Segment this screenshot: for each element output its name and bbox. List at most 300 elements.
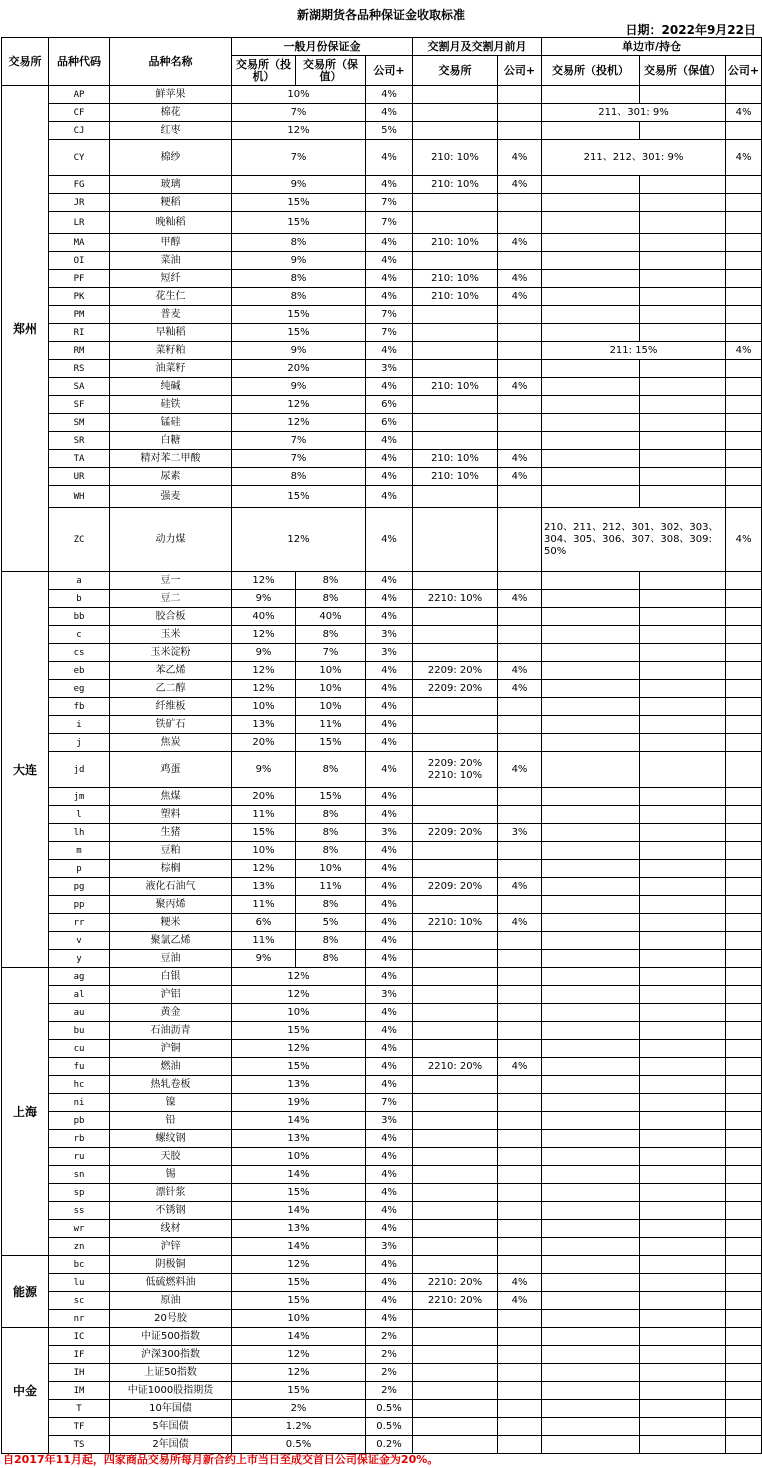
unilateral-hedge-cell xyxy=(640,1220,726,1238)
unilateral-spec-cell xyxy=(542,878,640,896)
general-company-cell: 4% xyxy=(366,1130,413,1148)
delivery-company-cell: 4% xyxy=(498,1292,542,1310)
exchange-cell: 郑州 xyxy=(2,86,49,572)
unilateral-hedge-cell xyxy=(640,486,726,508)
general-margin-cell: 8% xyxy=(232,234,366,252)
delivery-company-cell: 4% xyxy=(498,140,542,176)
page-title: 新湖期货各品种保证金收取标准 xyxy=(296,8,465,22)
table-row xyxy=(2,1040,762,1058)
product-name-cell: 红枣 xyxy=(110,122,232,140)
unilateral-hedge-cell xyxy=(640,252,726,270)
unilateral-spec-cell xyxy=(542,1184,640,1202)
general-company-cell: 4% xyxy=(366,680,413,698)
delivery-margin-cell xyxy=(413,608,498,626)
delivery-margin-cell xyxy=(413,1076,498,1094)
exchange-cell: 大连 xyxy=(2,572,49,968)
delivery-margin-cell: 210: 10% xyxy=(413,270,498,288)
product-name-cell: 鲜苹果 xyxy=(110,86,232,104)
unilateral-spec-cell xyxy=(542,1202,640,1220)
table-row xyxy=(2,1112,762,1130)
delivery-margin-cell xyxy=(413,896,498,914)
product-code-cell: IM xyxy=(49,1382,110,1400)
table-row xyxy=(2,396,762,414)
unilateral-company-cell xyxy=(726,878,762,896)
general-company-cell: 4% xyxy=(366,342,413,360)
product-code-cell: eg xyxy=(49,680,110,698)
general-spec-cell: 9% xyxy=(232,644,296,662)
general-spec-cell: 11% xyxy=(232,806,296,824)
product-name-cell: 热轧卷板 xyxy=(110,1076,232,1094)
unilateral-spec-cell xyxy=(542,734,640,752)
table-row xyxy=(2,1328,762,1346)
product-code-cell: l xyxy=(49,806,110,824)
general-spec-cell: 15% xyxy=(232,824,296,842)
table-row xyxy=(2,252,762,270)
unilateral-hedge-cell xyxy=(640,212,726,234)
product-code-cell: jm xyxy=(49,788,110,806)
unilateral-company-cell xyxy=(726,270,762,288)
product-name-cell: 鸡蛋 xyxy=(110,752,232,788)
general-spec-cell: 20% xyxy=(232,734,296,752)
general-margin-cell: 2% xyxy=(232,1400,366,1418)
unilateral-company-cell xyxy=(726,306,762,324)
unilateral-spec-cell xyxy=(542,486,640,508)
product-name-cell: 沪铜 xyxy=(110,1040,232,1058)
unilateral-spec-cell xyxy=(542,572,640,590)
general-hedge-cell: 5% xyxy=(296,914,366,932)
general-spec-cell: 9% xyxy=(232,950,296,968)
delivery-company-cell xyxy=(498,932,542,950)
unilateral-company-cell xyxy=(726,1364,762,1382)
unilateral-company-cell xyxy=(726,806,762,824)
product-code-cell: TF xyxy=(49,1418,110,1436)
product-code-cell: pp xyxy=(49,896,110,914)
unilateral-company-cell xyxy=(726,1418,762,1436)
delivery-margin-cell: 2209: 20% xyxy=(413,680,498,698)
delivery-company-cell xyxy=(498,1094,542,1112)
delivery-margin-cell xyxy=(413,1166,498,1184)
table-row xyxy=(2,626,762,644)
product-code-cell: PK xyxy=(49,288,110,306)
unilateral-company-cell xyxy=(726,1040,762,1058)
unilateral-spec-cell xyxy=(542,662,640,680)
unilateral-company-cell xyxy=(726,662,762,680)
unilateral-company-cell xyxy=(726,486,762,508)
general-margin-cell: 13% xyxy=(232,1130,366,1148)
delivery-margin-cell xyxy=(413,1364,498,1382)
delivery-company-cell xyxy=(498,1076,542,1094)
unilateral-company-cell xyxy=(726,1184,762,1202)
general-company-cell: 4% xyxy=(366,950,413,968)
general-spec-cell: 9% xyxy=(232,590,296,608)
unilateral-hedge-cell xyxy=(640,950,726,968)
general-company-cell: 4% xyxy=(366,486,413,508)
delivery-margin-cell xyxy=(413,734,498,752)
unilateral-company-cell xyxy=(726,968,762,986)
unilateral-company-cell: 4% xyxy=(726,104,762,122)
unilateral-company-cell xyxy=(726,644,762,662)
unilateral-margin-cell: 211、301: 9% xyxy=(542,104,726,122)
product-code-cell: fu xyxy=(49,1058,110,1076)
general-company-cell: 4% xyxy=(366,1220,413,1238)
table-row xyxy=(2,788,762,806)
delivery-company-cell: 4% xyxy=(498,590,542,608)
general-company-cell: 2% xyxy=(366,1382,413,1400)
delivery-company-cell: 3% xyxy=(498,824,542,842)
margin-table-body xyxy=(2,86,762,1454)
table-row xyxy=(2,360,762,378)
general-margin-cell: 10% xyxy=(232,86,366,104)
general-margin-cell: 0.5% xyxy=(232,1436,366,1454)
product-code-cell: lh xyxy=(49,824,110,842)
unilateral-hedge-cell xyxy=(640,288,726,306)
header-delivery-company: 公司+ xyxy=(498,56,542,86)
product-name-cell: 液化石油气 xyxy=(110,878,232,896)
product-name-cell: 沪铝 xyxy=(110,986,232,1004)
general-company-cell: 3% xyxy=(366,644,413,662)
general-margin-cell: 12% xyxy=(232,968,366,986)
exchange-cell: 能源 xyxy=(2,1256,49,1328)
unilateral-spec-cell xyxy=(542,252,640,270)
product-name-cell: 沪深300指数 xyxy=(110,1346,232,1364)
unilateral-company-cell xyxy=(726,324,762,342)
delivery-company-cell xyxy=(498,122,542,140)
unilateral-hedge-cell xyxy=(640,1040,726,1058)
unilateral-hedge-cell xyxy=(640,932,726,950)
unilateral-spec-cell xyxy=(542,1058,640,1076)
unilateral-company-cell xyxy=(726,986,762,1004)
delivery-company-cell xyxy=(498,1130,542,1148)
unilateral-company-cell xyxy=(726,432,762,450)
unilateral-company-cell xyxy=(726,396,762,414)
unilateral-company-cell xyxy=(726,194,762,212)
unilateral-hedge-cell xyxy=(640,1364,726,1382)
delivery-company-cell xyxy=(498,626,542,644)
unilateral-spec-cell xyxy=(542,932,640,950)
general-company-cell: 4% xyxy=(366,1022,413,1040)
delivery-margin-cell: 210: 10% xyxy=(413,176,498,194)
general-company-cell: 4% xyxy=(366,450,413,468)
general-company-cell: 4% xyxy=(366,508,413,572)
product-name-cell: 花生仁 xyxy=(110,288,232,306)
unilateral-hedge-cell xyxy=(640,752,726,788)
delivery-company-cell xyxy=(498,788,542,806)
table-row xyxy=(2,1364,762,1382)
unilateral-company-cell xyxy=(726,1094,762,1112)
delivery-company-cell: 4% xyxy=(498,176,542,194)
general-margin-cell: 15% xyxy=(232,1058,366,1076)
general-margin-cell: 9% xyxy=(232,378,366,396)
unilateral-company-cell xyxy=(726,378,762,396)
delivery-company-cell xyxy=(498,1400,542,1418)
table-row xyxy=(2,288,762,306)
general-company-cell: 4% xyxy=(366,842,413,860)
general-margin-cell: 15% xyxy=(232,1274,366,1292)
unilateral-hedge-cell xyxy=(640,1310,726,1328)
unilateral-company-cell xyxy=(726,590,762,608)
general-company-cell: 4% xyxy=(366,1004,413,1022)
product-code-cell: PF xyxy=(49,270,110,288)
general-company-cell: 4% xyxy=(366,734,413,752)
delivery-margin-cell xyxy=(413,306,498,324)
delivery-margin-cell xyxy=(413,1238,498,1256)
general-company-cell: 4% xyxy=(366,288,413,306)
unilateral-spec-cell xyxy=(542,1166,640,1184)
product-code-cell: SA xyxy=(49,378,110,396)
product-code-cell: T xyxy=(49,1400,110,1418)
general-company-cell: 4% xyxy=(366,270,413,288)
product-name-cell: 2年国债 xyxy=(110,1436,232,1454)
delivery-margin-cell xyxy=(413,1148,498,1166)
unilateral-spec-cell xyxy=(542,1112,640,1130)
table-row xyxy=(2,644,762,662)
delivery-margin-cell xyxy=(413,432,498,450)
unilateral-hedge-cell xyxy=(640,1076,726,1094)
general-company-cell: 4% xyxy=(366,140,413,176)
header-general-spec: 交易所（投机） xyxy=(232,56,296,86)
delivery-margin-cell xyxy=(413,950,498,968)
delivery-margin-cell xyxy=(413,842,498,860)
unilateral-spec-cell xyxy=(542,1418,640,1436)
delivery-company-cell xyxy=(498,1040,542,1058)
product-code-cell: rb xyxy=(49,1130,110,1148)
product-name-cell: 菜油 xyxy=(110,252,232,270)
product-name-cell: 生猪 xyxy=(110,824,232,842)
unilateral-spec-cell xyxy=(542,1274,640,1292)
product-code-cell: WH xyxy=(49,486,110,508)
unilateral-spec-cell xyxy=(542,644,640,662)
table-row xyxy=(2,734,762,752)
product-code-cell: bu xyxy=(49,1022,110,1040)
general-company-cell: 4% xyxy=(366,1202,413,1220)
unilateral-spec-cell xyxy=(542,324,640,342)
product-code-cell: bb xyxy=(49,608,110,626)
unilateral-company-cell xyxy=(726,414,762,432)
delivery-margin-cell xyxy=(413,1184,498,1202)
product-code-cell: UR xyxy=(49,468,110,486)
unilateral-hedge-cell xyxy=(640,1184,726,1202)
unilateral-hedge-cell xyxy=(640,1346,726,1364)
general-hedge-cell: 10% xyxy=(296,860,366,878)
delivery-margin-cell xyxy=(413,1112,498,1130)
product-code-cell: jd xyxy=(49,752,110,788)
general-company-cell: 4% xyxy=(366,698,413,716)
unilateral-hedge-cell xyxy=(640,234,726,252)
unilateral-company-cell xyxy=(726,788,762,806)
delivery-margin-cell: 210: 10% xyxy=(413,468,498,486)
unilateral-hedge-cell xyxy=(640,1436,726,1454)
header-name: 品种名称 xyxy=(110,38,232,86)
general-margin-cell: 14% xyxy=(232,1166,366,1184)
table-row xyxy=(2,1076,762,1094)
general-company-cell: 4% xyxy=(366,914,413,932)
product-code-cell: m xyxy=(49,842,110,860)
unilateral-spec-cell xyxy=(542,698,640,716)
product-name-cell: 棉纱 xyxy=(110,140,232,176)
unilateral-spec-cell xyxy=(542,608,640,626)
unilateral-spec-cell xyxy=(542,1220,640,1238)
product-code-cell: au xyxy=(49,1004,110,1022)
unilateral-spec-cell xyxy=(542,896,640,914)
general-company-cell: 3% xyxy=(366,986,413,1004)
delivery-margin-cell xyxy=(413,1382,498,1400)
product-code-cell: ag xyxy=(49,968,110,986)
delivery-margin-cell xyxy=(413,1220,498,1238)
delivery-margin-cell xyxy=(413,360,498,378)
product-name-cell: 聚氯乙烯 xyxy=(110,932,232,950)
unilateral-company-cell xyxy=(726,1292,762,1310)
product-name-cell: 石油沥青 xyxy=(110,1022,232,1040)
table-row xyxy=(2,1238,762,1256)
product-name-cell: 甲醇 xyxy=(110,234,232,252)
product-code-cell: SR xyxy=(49,432,110,450)
general-margin-cell: 12% xyxy=(232,1346,366,1364)
general-margin-cell: 15% xyxy=(232,1022,366,1040)
general-spec-cell: 12% xyxy=(232,626,296,644)
header-general-company: 公司+ xyxy=(366,56,413,86)
table-row xyxy=(2,342,762,360)
product-code-cell: i xyxy=(49,716,110,734)
unilateral-hedge-cell xyxy=(640,450,726,468)
general-margin-cell: 1.2% xyxy=(232,1418,366,1436)
unilateral-hedge-cell xyxy=(640,842,726,860)
product-code-cell: pb xyxy=(49,1112,110,1130)
unilateral-hedge-cell xyxy=(640,176,726,194)
general-margin-cell: 15% xyxy=(232,324,366,342)
product-code-cell: a xyxy=(49,572,110,590)
table-row xyxy=(2,1148,762,1166)
product-code-cell: cs xyxy=(49,644,110,662)
general-company-cell: 4% xyxy=(366,1274,413,1292)
unilateral-hedge-cell xyxy=(640,644,726,662)
unilateral-spec-cell xyxy=(542,1256,640,1274)
general-company-cell: 2% xyxy=(366,1364,413,1382)
unilateral-company-cell xyxy=(726,1238,762,1256)
delivery-margin-cell xyxy=(413,324,498,342)
product-code-cell: RM xyxy=(49,342,110,360)
unilateral-spec-cell xyxy=(542,1040,640,1058)
unilateral-spec-cell xyxy=(542,1076,640,1094)
delivery-company-cell: 4% xyxy=(498,878,542,896)
unilateral-company-cell xyxy=(726,734,762,752)
table-row xyxy=(2,1256,762,1274)
delivery-company-cell xyxy=(498,572,542,590)
header-general-hedge: 交易所（保值） xyxy=(296,56,366,86)
table-row xyxy=(2,698,762,716)
header-delivery-exchange: 交易所 xyxy=(413,56,498,86)
unilateral-hedge-cell xyxy=(640,968,726,986)
delivery-margin-cell xyxy=(413,698,498,716)
product-code-cell: bc xyxy=(49,1256,110,1274)
unilateral-spec-cell xyxy=(542,432,640,450)
general-spec-cell: 11% xyxy=(232,932,296,950)
product-code-cell: RS xyxy=(49,360,110,378)
unilateral-company-cell xyxy=(726,360,762,378)
general-margin-cell: 14% xyxy=(232,1328,366,1346)
delivery-margin-cell xyxy=(413,1310,498,1328)
delivery-margin-cell xyxy=(413,252,498,270)
delivery-margin-cell xyxy=(413,986,498,1004)
product-code-cell: sp xyxy=(49,1184,110,1202)
delivery-company-cell xyxy=(498,986,542,1004)
product-name-cell: 中证1000股指期货 xyxy=(110,1382,232,1400)
unilateral-hedge-cell xyxy=(640,716,726,734)
delivery-company-cell xyxy=(498,104,542,122)
margin-table xyxy=(1,37,762,1454)
table-row xyxy=(2,450,762,468)
general-margin-cell: 8% xyxy=(232,468,366,486)
delivery-company-cell xyxy=(498,1238,542,1256)
unilateral-spec-cell xyxy=(542,788,640,806)
unilateral-hedge-cell xyxy=(640,806,726,824)
delivery-margin-cell xyxy=(413,122,498,140)
unilateral-spec-cell xyxy=(542,824,640,842)
unilateral-hedge-cell xyxy=(640,414,726,432)
product-name-cell: 粳米 xyxy=(110,914,232,932)
delivery-company-cell xyxy=(498,342,542,360)
unilateral-hedge-cell xyxy=(640,360,726,378)
delivery-company-cell xyxy=(498,1418,542,1436)
product-name-cell: 铅 xyxy=(110,1112,232,1130)
product-name-cell: 上证50指数 xyxy=(110,1364,232,1382)
unilateral-company-cell xyxy=(726,572,762,590)
unilateral-hedge-cell xyxy=(640,896,726,914)
general-margin-cell: 7% xyxy=(232,432,366,450)
delivery-company-cell xyxy=(498,1346,542,1364)
general-company-cell: 4% xyxy=(366,932,413,950)
unilateral-company-cell xyxy=(726,1076,762,1094)
general-hedge-cell: 8% xyxy=(296,932,366,950)
general-margin-cell: 15% xyxy=(232,1184,366,1202)
general-hedge-cell: 8% xyxy=(296,752,366,788)
unilateral-company-cell xyxy=(726,212,762,234)
delivery-company-cell xyxy=(498,1256,542,1274)
general-margin-cell: 10% xyxy=(232,1310,366,1328)
product-code-cell: IF xyxy=(49,1346,110,1364)
unilateral-hedge-cell xyxy=(640,986,726,1004)
unilateral-hedge-cell xyxy=(640,662,726,680)
product-name-cell: 胶合板 xyxy=(110,608,232,626)
general-margin-cell: 7% xyxy=(232,450,366,468)
table-row xyxy=(2,1166,762,1184)
unilateral-spec-cell xyxy=(542,1292,640,1310)
delivery-company-cell xyxy=(498,698,542,716)
unilateral-hedge-cell xyxy=(640,1058,726,1076)
product-name-cell: 铁矿石 xyxy=(110,716,232,734)
general-company-cell: 4% xyxy=(366,1310,413,1328)
general-company-cell: 4% xyxy=(366,432,413,450)
general-company-cell: 4% xyxy=(366,896,413,914)
delivery-company-cell xyxy=(498,486,542,508)
general-company-cell: 4% xyxy=(366,572,413,590)
unilateral-hedge-cell xyxy=(640,1292,726,1310)
delivery-company-cell: 4% xyxy=(498,680,542,698)
unilateral-hedge-cell xyxy=(640,1148,726,1166)
delivery-margin-cell xyxy=(413,644,498,662)
table-row xyxy=(2,914,762,932)
product-code-cell: FG xyxy=(49,176,110,194)
delivery-margin-cell xyxy=(413,1400,498,1418)
unilateral-spec-cell xyxy=(542,986,640,1004)
general-margin-cell: 7% xyxy=(232,104,366,122)
unilateral-company-cell xyxy=(726,950,762,968)
unilateral-hedge-cell xyxy=(640,1400,726,1418)
unilateral-hedge-cell xyxy=(640,1130,726,1148)
table-row xyxy=(2,950,762,968)
unilateral-company-cell xyxy=(726,680,762,698)
table-row xyxy=(2,1400,762,1418)
general-company-cell: 7% xyxy=(366,1094,413,1112)
